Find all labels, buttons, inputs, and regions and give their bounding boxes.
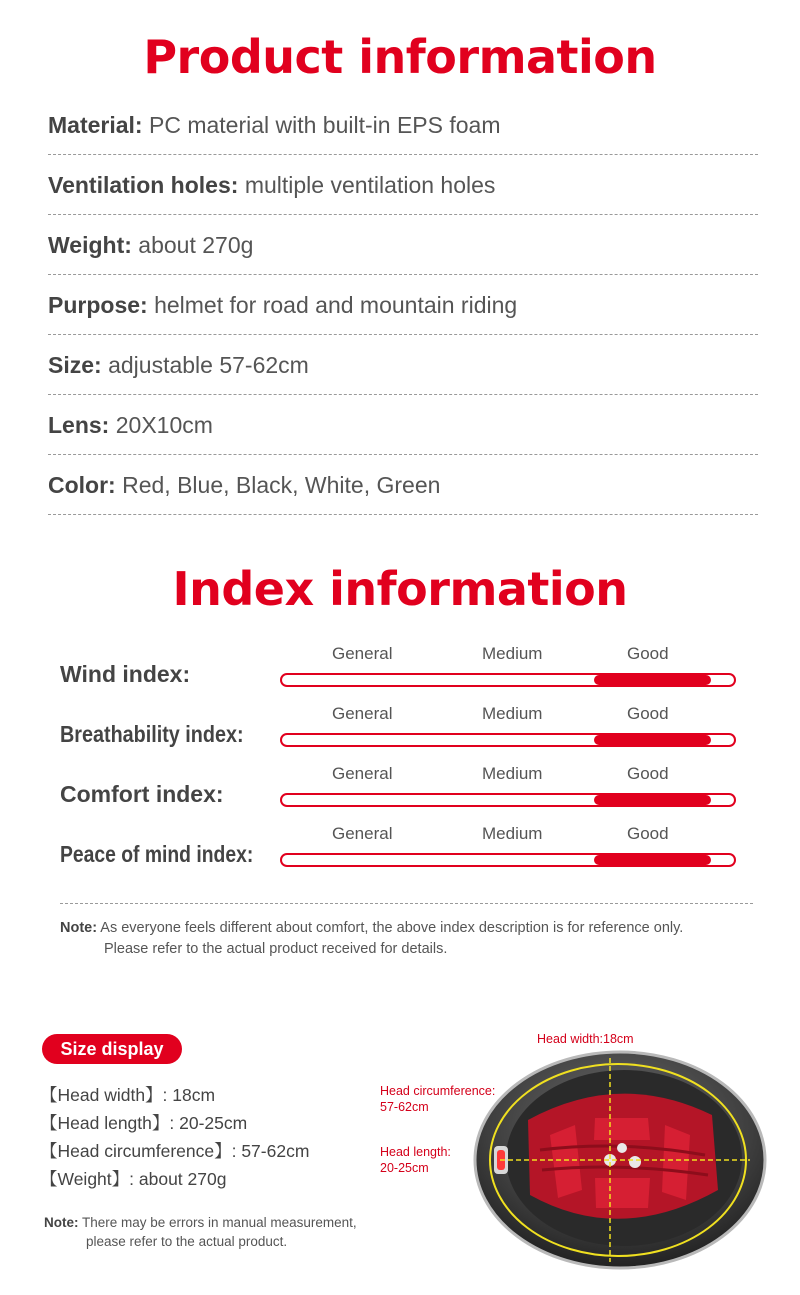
index-bar bbox=[280, 673, 736, 687]
index-note bbox=[60, 918, 760, 960]
spec-row-purpose bbox=[48, 275, 758, 335]
size-item-head-circumference: 【Head circumference】: 57-62cm bbox=[40, 1141, 310, 1161]
spec-label: Size: bbox=[48, 352, 102, 378]
size-item-head-length: 【Head length】: 20-25cm bbox=[40, 1113, 248, 1133]
spec-value: about 270g bbox=[138, 232, 254, 258]
scale-general: General bbox=[332, 824, 393, 843]
label-head-circumference bbox=[380, 1083, 495, 1115]
scale-medium: Medium bbox=[482, 764, 543, 783]
spec-label: Material: bbox=[48, 112, 143, 138]
note-text-line2: please refer to the actual product. bbox=[86, 1234, 288, 1249]
label-circ-line1: Head circumference: bbox=[380, 1084, 496, 1098]
index-row-wind bbox=[60, 645, 740, 705]
divider bbox=[60, 903, 753, 904]
index-row-peace-of-mind bbox=[60, 825, 740, 885]
spec-row-ventilation bbox=[48, 155, 758, 215]
scale-general: General bbox=[332, 644, 393, 663]
spec-value: Red, Blue, Black, White, Green bbox=[122, 472, 441, 498]
spec-row-weight bbox=[48, 215, 758, 275]
spec-label: Lens: bbox=[48, 412, 110, 438]
note-label: Note: bbox=[44, 1215, 79, 1230]
spec-row-material bbox=[48, 95, 758, 155]
spec-row-size bbox=[48, 335, 758, 395]
label-length-line2: 20-25cm bbox=[380, 1161, 429, 1175]
spec-row-lens bbox=[48, 395, 758, 455]
note-text-line1: As everyone feels different about comfort, the above index description is for reference only. bbox=[100, 920, 684, 936]
scale-general: General bbox=[332, 764, 393, 783]
index-bar bbox=[280, 793, 736, 807]
index-bar-fill bbox=[594, 855, 712, 865]
spec-value: 20X10cm bbox=[115, 412, 213, 438]
label-circ-line2: 57-62cm bbox=[380, 1100, 429, 1114]
spec-value: adjustable 57-62cm bbox=[108, 352, 309, 378]
spec-value: multiple ventilation holes bbox=[244, 172, 496, 198]
index-bar-fill bbox=[594, 795, 712, 805]
label-head-length bbox=[380, 1144, 451, 1176]
index-info-title: Index information bbox=[172, 562, 628, 616]
scale-medium: Medium bbox=[482, 824, 543, 843]
scale-general: General bbox=[332, 704, 393, 723]
index-label: Wind index: bbox=[60, 661, 191, 687]
index-label: Peace of mind index: bbox=[60, 841, 254, 867]
note-label: Note: bbox=[60, 920, 98, 936]
index-row-breathability bbox=[60, 705, 740, 765]
spec-label: Color: bbox=[48, 472, 116, 498]
spec-value: PC material with built-in EPS foam bbox=[148, 112, 501, 138]
note-text-line2: Please refer to the actual product received for details. bbox=[104, 941, 448, 957]
spec-label: Purpose: bbox=[48, 292, 148, 318]
size-item-weight: 【Weight】: about 270g bbox=[40, 1169, 227, 1189]
scale-good: Good bbox=[627, 824, 669, 843]
label-length-line1: Head length: bbox=[380, 1145, 451, 1159]
index-row-comfort bbox=[60, 765, 740, 825]
size-display-badge: Size display bbox=[42, 1034, 182, 1064]
scale-good: Good bbox=[627, 704, 669, 723]
note-text-line1: There may be errors in manual measurement, bbox=[82, 1215, 357, 1230]
index-bar-fill bbox=[594, 735, 712, 745]
spec-value: helmet for road and mountain riding bbox=[154, 292, 518, 318]
scale-medium: Medium bbox=[482, 704, 543, 723]
helmet-padding bbox=[528, 1094, 718, 1219]
helmet-image bbox=[450, 1040, 790, 1280]
label-head-width: Head width:18cm bbox=[537, 1032, 634, 1046]
index-bar-fill bbox=[594, 675, 712, 685]
index-label: Breathability index: bbox=[60, 721, 244, 747]
index-bar bbox=[280, 733, 736, 747]
spec-row-color bbox=[48, 455, 758, 515]
index-bar bbox=[280, 853, 736, 867]
spec-label: Weight: bbox=[48, 232, 132, 258]
product-info-title: Product information bbox=[143, 30, 657, 84]
scale-good: Good bbox=[627, 644, 669, 663]
scale-medium: Medium bbox=[482, 644, 543, 663]
spec-label: Ventilation holes: bbox=[48, 172, 239, 198]
size-item-head-width: 【Head width】: 18cm bbox=[40, 1085, 216, 1105]
index-label: Comfort index: bbox=[60, 781, 224, 807]
size-note bbox=[44, 1213, 357, 1251]
scale-good: Good bbox=[627, 764, 669, 783]
